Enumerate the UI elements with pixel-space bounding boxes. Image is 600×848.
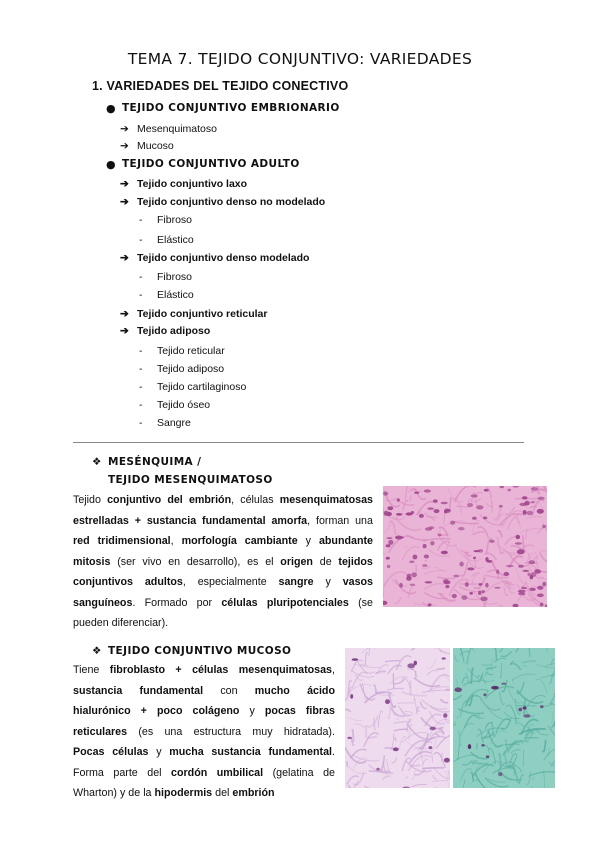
word: del bbox=[167, 494, 183, 506]
word: es bbox=[247, 555, 259, 568]
nucleus bbox=[523, 714, 530, 717]
paragraph-line bbox=[73, 511, 373, 532]
nucleus bbox=[537, 509, 544, 514]
paragraph-line bbox=[73, 763, 335, 784]
nucleus bbox=[428, 603, 432, 606]
word: Forma bbox=[73, 766, 104, 779]
nucleus bbox=[504, 572, 510, 576]
arrow-icon: ➔ bbox=[120, 252, 129, 264]
nucleus bbox=[467, 503, 473, 507]
nucleus bbox=[523, 706, 527, 709]
nucleus bbox=[478, 591, 481, 595]
arrow-icon: ➔ bbox=[120, 178, 129, 190]
word: sustancia bbox=[146, 514, 197, 527]
word: red bbox=[73, 535, 90, 547]
sub-item: - Tejido reticular bbox=[139, 345, 225, 357]
nucleus bbox=[399, 583, 403, 588]
word: y bbox=[305, 535, 311, 547]
nucleus bbox=[537, 586, 543, 590]
word: estructura bbox=[193, 725, 242, 738]
nucleus bbox=[486, 755, 490, 758]
heading-text: MESÉNQUIMA / bbox=[108, 456, 202, 468]
nucleus bbox=[459, 562, 463, 567]
paragraph-line bbox=[73, 490, 373, 511]
nucleus bbox=[469, 592, 473, 595]
nucleus bbox=[387, 537, 393, 539]
nucleus bbox=[386, 557, 390, 560]
nucleus bbox=[476, 505, 483, 509]
nucleus bbox=[521, 587, 527, 589]
list-item bbox=[120, 308, 268, 320]
alcian-stain-image bbox=[453, 648, 555, 788]
nucleus bbox=[518, 708, 522, 712]
sub-item-label: Tejido reticular bbox=[157, 345, 225, 357]
nucleus bbox=[438, 534, 442, 537]
nucleus bbox=[376, 768, 380, 771]
word: forman bbox=[315, 514, 350, 527]
word: de bbox=[319, 555, 332, 568]
word: estrelladas bbox=[73, 514, 129, 527]
nucleus bbox=[452, 594, 457, 598]
nucleus bbox=[425, 581, 433, 583]
nucleus bbox=[387, 506, 393, 510]
sub-item-label: Elástico bbox=[157, 289, 194, 301]
word: sustancia bbox=[211, 746, 261, 758]
nucleus bbox=[434, 509, 440, 513]
he-stain-image bbox=[383, 486, 547, 607]
nucleus bbox=[481, 590, 485, 593]
sub-item: - Fibroso bbox=[139, 214, 193, 226]
fiber-stroke bbox=[366, 726, 367, 738]
word: y bbox=[156, 746, 162, 758]
bullet-adulto bbox=[106, 158, 300, 171]
nucleus bbox=[461, 595, 467, 600]
nucleus bbox=[444, 758, 450, 763]
word: tridimensional, bbox=[97, 535, 174, 547]
word: amorfa, bbox=[271, 514, 311, 527]
sub-item: - Tejido óseo bbox=[139, 399, 211, 411]
nucleus bbox=[419, 514, 424, 518]
word: fibras bbox=[305, 705, 335, 717]
mucoso-micrograph-pink bbox=[345, 648, 450, 788]
nucleus bbox=[410, 584, 415, 586]
nucleus bbox=[424, 489, 431, 492]
nucleus bbox=[396, 513, 402, 516]
word: cambiante bbox=[244, 535, 298, 547]
nucleus bbox=[388, 540, 393, 545]
word: origen bbox=[280, 555, 313, 568]
item-label: Tejido conjuntivo denso modelado bbox=[137, 252, 310, 264]
arrow-icon: ➔ bbox=[120, 196, 129, 208]
mesenquima-paragraph bbox=[73, 490, 373, 634]
word: fibroblasto bbox=[109, 664, 165, 676]
nucleus bbox=[397, 498, 400, 502]
nucleus bbox=[465, 582, 469, 587]
fiber-stroke bbox=[437, 668, 445, 669]
nucleus bbox=[441, 502, 448, 505]
nucleus bbox=[413, 555, 418, 560]
item-label: Tejido adiposo bbox=[137, 325, 211, 337]
paragraph-line bbox=[73, 701, 335, 722]
word: especialmente bbox=[197, 576, 267, 588]
nucleus bbox=[530, 575, 534, 580]
nucleus bbox=[484, 489, 489, 492]
word: conjuntivo bbox=[107, 494, 162, 506]
nucleus bbox=[542, 582, 546, 587]
nucleus bbox=[423, 544, 427, 548]
word: fundamental bbox=[139, 684, 204, 697]
word: células bbox=[221, 596, 258, 609]
nucleus bbox=[443, 713, 447, 718]
word: Tiene bbox=[73, 664, 100, 676]
nucleus bbox=[516, 535, 521, 539]
nucleus bbox=[393, 747, 399, 751]
word: hipodermis bbox=[154, 787, 213, 799]
nucleus bbox=[453, 575, 459, 578]
word: sangre bbox=[278, 576, 314, 588]
sub-item-label: Fibroso bbox=[157, 271, 193, 283]
nucleus bbox=[506, 565, 514, 567]
nucleus bbox=[542, 525, 546, 528]
sub-item-label: Fibroso bbox=[157, 214, 193, 226]
nucleus bbox=[523, 510, 527, 515]
word: conjuntivos bbox=[73, 576, 133, 588]
page-title: TEMA 7. TEJIDO CONJUNTIVO: VARIEDADES bbox=[127, 50, 473, 68]
nucleus bbox=[537, 594, 544, 598]
nucleus bbox=[496, 570, 499, 574]
nucleus bbox=[414, 661, 417, 666]
nucleus bbox=[424, 555, 429, 559]
word: vasos bbox=[342, 576, 373, 588]
word: Formado bbox=[144, 596, 188, 609]
nucleus bbox=[352, 658, 358, 661]
word: mucha bbox=[169, 746, 204, 758]
nucleus bbox=[473, 550, 480, 552]
nucleus bbox=[347, 737, 352, 739]
he-stain-image bbox=[345, 648, 450, 788]
nucleus bbox=[485, 557, 488, 562]
sub-item: - Sangre bbox=[139, 417, 191, 429]
arrow-icon: ➔ bbox=[120, 325, 129, 337]
word: Pocas bbox=[73, 746, 105, 758]
paragraph-line bbox=[73, 572, 373, 593]
word: hidratada). bbox=[283, 725, 335, 738]
word: tejidos bbox=[338, 555, 373, 568]
nucleus bbox=[472, 517, 477, 520]
mucoso-paragraph bbox=[73, 660, 335, 804]
item-label: Tejido conjuntivo denso no modelado bbox=[137, 196, 326, 208]
bullet-label: TEJIDO CONJUNTIVO ADULTO bbox=[122, 158, 300, 170]
nucleus bbox=[400, 537, 403, 539]
nucleus bbox=[429, 746, 433, 749]
nucleus bbox=[387, 565, 390, 568]
sub-item-label: Tejido adiposo bbox=[157, 363, 225, 375]
arrow-icon: ➔ bbox=[120, 308, 129, 320]
word: fundamental. bbox=[268, 746, 335, 758]
nucleus bbox=[385, 699, 390, 704]
bullet-dot-icon: ● bbox=[106, 158, 116, 171]
nucleus bbox=[522, 570, 529, 572]
word: diferenciar). bbox=[111, 617, 169, 629]
paragraph-line bbox=[73, 783, 335, 804]
list-item bbox=[120, 196, 325, 208]
mucoso-heading bbox=[92, 645, 291, 657]
word: mesenquimatosas, bbox=[238, 664, 335, 676]
word: vivo bbox=[142, 555, 162, 568]
word: células bbox=[240, 494, 274, 506]
nucleus bbox=[507, 489, 511, 492]
nucleus bbox=[480, 597, 487, 602]
nucleus bbox=[386, 512, 392, 516]
nucleus bbox=[478, 583, 482, 585]
diamond-bullet-icon: ❖ bbox=[92, 645, 102, 657]
word: pueden bbox=[73, 617, 109, 629]
nucleus bbox=[518, 590, 526, 593]
word: en bbox=[168, 555, 181, 568]
word: la bbox=[143, 787, 152, 799]
nucleus bbox=[407, 663, 415, 668]
list-item bbox=[120, 252, 309, 264]
nucleus bbox=[411, 572, 417, 577]
nucleus bbox=[468, 744, 471, 749]
nucleus bbox=[526, 511, 533, 515]
nucleus bbox=[529, 560, 536, 564]
nucleus bbox=[483, 693, 486, 696]
nucleus bbox=[485, 583, 488, 588]
word: mucho bbox=[254, 684, 290, 697]
word: adultos, bbox=[144, 576, 186, 588]
nucleus bbox=[491, 686, 499, 690]
word: por bbox=[196, 596, 213, 609]
word: umbilical bbox=[216, 766, 264, 779]
nucleus bbox=[444, 509, 451, 513]
nucleus bbox=[531, 487, 538, 490]
sub-item: - Elástico bbox=[139, 234, 194, 246]
nucleus bbox=[427, 507, 434, 509]
word: (se bbox=[358, 596, 373, 609]
fiber-stroke bbox=[369, 771, 390, 772]
item-label: Mucoso bbox=[137, 140, 174, 152]
diamond-bullet-icon: ❖ bbox=[92, 456, 102, 468]
nucleus bbox=[515, 542, 522, 544]
nucleus bbox=[540, 705, 544, 708]
word: de bbox=[128, 787, 141, 799]
word: morfología bbox=[181, 535, 237, 547]
fiber-stroke bbox=[539, 551, 546, 552]
nucleus bbox=[494, 587, 500, 589]
sub-item-label: Tejido óseo bbox=[157, 399, 211, 411]
word: sustancia bbox=[73, 684, 123, 697]
fiber-stroke bbox=[422, 768, 444, 769]
nucleus bbox=[518, 565, 524, 568]
word: con bbox=[220, 684, 238, 697]
word: y bbox=[325, 576, 331, 588]
nucleus bbox=[517, 549, 525, 554]
arrow-icon: ➔ bbox=[120, 123, 129, 135]
bullet-label: TEJIDO CONJUNTIVO EMBRIONARIO bbox=[122, 102, 340, 114]
word: ácido bbox=[307, 684, 335, 697]
nucleus bbox=[530, 501, 535, 503]
nucleus bbox=[538, 497, 545, 500]
word: y bbox=[119, 787, 126, 799]
word: sanguíneos. bbox=[73, 596, 136, 609]
word: de bbox=[323, 766, 335, 779]
word: Wharton) bbox=[73, 787, 117, 799]
nucleus bbox=[409, 561, 414, 564]
list-item bbox=[120, 140, 174, 152]
paragraph-line bbox=[73, 552, 373, 573]
word: + bbox=[134, 514, 141, 527]
word: + bbox=[175, 664, 182, 676]
word: desarrollo), bbox=[186, 555, 241, 568]
word: (gelatina bbox=[272, 766, 314, 779]
nucleus bbox=[473, 557, 476, 559]
nucleus bbox=[522, 496, 528, 499]
sub-item: - Fibroso bbox=[139, 271, 193, 283]
nucleus bbox=[534, 569, 541, 573]
paragraph-line bbox=[73, 722, 335, 743]
word: abundante bbox=[318, 535, 373, 547]
nucleus bbox=[458, 527, 465, 530]
word: poco bbox=[156, 705, 183, 717]
word: células bbox=[112, 746, 149, 758]
mesenquima-micrograph bbox=[383, 486, 547, 607]
sub-item-label: Sangre bbox=[157, 417, 191, 429]
bullet-embrionario bbox=[106, 102, 340, 115]
item-label: Tejido conjuntivo reticular bbox=[137, 308, 268, 320]
mucoso-micrograph-blue bbox=[453, 648, 555, 788]
list-item bbox=[120, 123, 217, 135]
word: del bbox=[147, 766, 162, 779]
word: células bbox=[192, 664, 229, 676]
word: reticulares bbox=[73, 725, 128, 738]
fiber-stroke bbox=[415, 671, 416, 677]
nucleus bbox=[383, 492, 388, 496]
nucleus bbox=[467, 567, 474, 570]
word: del bbox=[215, 787, 230, 799]
word: pocas bbox=[264, 705, 296, 717]
nucleus bbox=[406, 576, 412, 581]
nucleus bbox=[430, 541, 434, 545]
sub-item-label: Tejido cartilaginoso bbox=[157, 381, 247, 393]
word: fundamental bbox=[202, 514, 266, 527]
list-item bbox=[120, 325, 210, 337]
word: cordón bbox=[171, 766, 208, 779]
nucleus bbox=[501, 683, 506, 685]
paragraph-line bbox=[73, 660, 335, 681]
word: pluripotenciales bbox=[266, 596, 349, 609]
word: (es bbox=[138, 725, 154, 738]
word: embrión bbox=[232, 787, 275, 799]
nucleus bbox=[450, 521, 455, 525]
nucleus bbox=[444, 580, 451, 584]
nucleus bbox=[489, 540, 494, 543]
paragraph-line bbox=[73, 681, 335, 702]
nucleus bbox=[527, 573, 530, 577]
divider bbox=[73, 442, 524, 443]
word: y bbox=[249, 705, 255, 717]
paragraph-line bbox=[73, 613, 373, 634]
nucleus bbox=[350, 694, 353, 699]
nucleus bbox=[411, 511, 415, 514]
fiber-stroke bbox=[446, 689, 450, 690]
word: una bbox=[355, 514, 373, 527]
word: muy bbox=[252, 725, 273, 738]
section-heading: 1. VARIEDADES DEL TEJIDO CONECTIVO bbox=[92, 79, 349, 93]
fiber-stroke bbox=[425, 560, 427, 561]
word: el bbox=[265, 555, 274, 568]
nucleus bbox=[442, 657, 446, 659]
word: mesenquimatosas bbox=[279, 494, 373, 506]
list-item bbox=[120, 178, 247, 190]
word: Tejido bbox=[73, 494, 101, 506]
word: mitosis bbox=[73, 555, 111, 568]
nucleus bbox=[454, 687, 462, 692]
sub-item-label: Elástico bbox=[157, 234, 194, 246]
nucleus bbox=[430, 727, 436, 731]
sub-item: - Tejido cartilaginoso bbox=[139, 381, 247, 393]
arrow-icon: ➔ bbox=[120, 140, 129, 152]
paragraph-line bbox=[73, 531, 373, 552]
word: una bbox=[164, 725, 183, 738]
nucleus bbox=[429, 526, 435, 529]
word: + bbox=[140, 705, 147, 717]
nucleus bbox=[524, 501, 529, 506]
nucleus bbox=[471, 494, 478, 497]
nucleus bbox=[540, 603, 544, 607]
nucleus bbox=[441, 551, 448, 554]
mesenquima-subheading: TEJIDO MESENQUIMATOSO bbox=[108, 474, 273, 486]
mesenquima-heading bbox=[92, 456, 201, 468]
sub-item: - Tejido adiposo bbox=[139, 363, 225, 375]
nucleus bbox=[422, 564, 427, 567]
nucleus bbox=[414, 492, 419, 494]
paragraph-line bbox=[73, 742, 335, 763]
nucleus bbox=[483, 517, 487, 520]
nucleus bbox=[481, 744, 485, 747]
item-label: Mesenquimatoso bbox=[137, 123, 217, 135]
nucleus bbox=[445, 585, 449, 588]
word: colágeno bbox=[192, 705, 240, 717]
nucleus bbox=[433, 499, 438, 502]
word: embrión, bbox=[188, 494, 235, 506]
bullet-dot-icon: ● bbox=[106, 102, 116, 115]
nucleus bbox=[498, 772, 502, 776]
nucleus bbox=[529, 588, 536, 591]
word: hialurónico bbox=[73, 705, 131, 717]
word: (ser bbox=[117, 555, 136, 568]
nucleus bbox=[499, 505, 503, 508]
paragraph-line bbox=[73, 593, 373, 614]
word: parte bbox=[113, 766, 138, 779]
sub-item: - Elástico bbox=[139, 289, 194, 301]
heading-text: TEJIDO CONJUNTIVO MUCOSO bbox=[108, 645, 292, 657]
item-label: Tejido conjuntivo laxo bbox=[137, 178, 248, 190]
